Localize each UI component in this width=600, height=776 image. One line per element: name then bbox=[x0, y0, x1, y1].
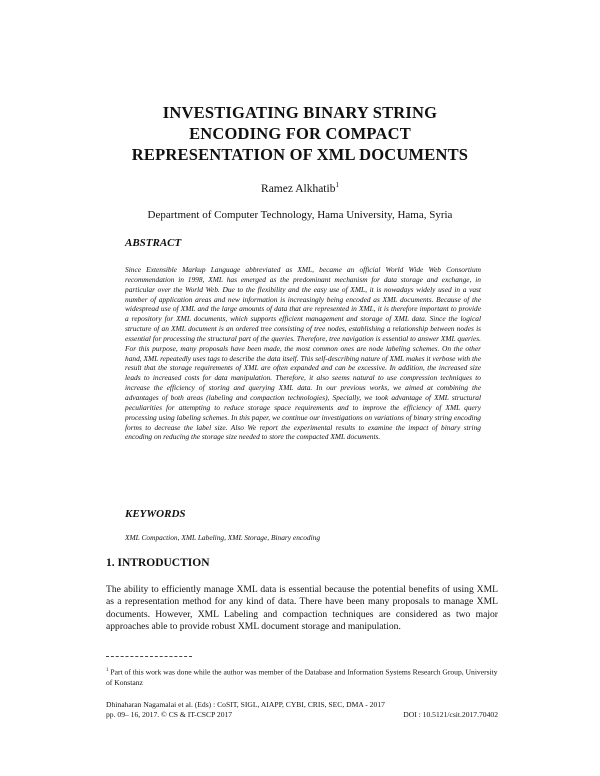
publication-info bbox=[106, 700, 498, 720]
publication-doi: DOI : 10.5121/csit.2017.70402 bbox=[403, 710, 498, 719]
paper-title-line-1: INVESTIGATING BINARY STRING bbox=[162, 103, 438, 122]
author bbox=[0, 181, 600, 195]
abstract-text: Since Extensible Markup Language abbreviated as XML, became an official World Wide Web Consortium recommendation in 1998, XML has emerged as the predominant mechanism for data storage and exchange, in particular over the World Web. Due to the flexibility and the easy use of XML, it is nowadays widely used in a vast number of application areas and new information is increasingly being encoded as XML documents. Because of the widespread use of XML and the large amounts of data that are represented in XML, it is therefore important to provide a repository for XML documents, which supports efficient management and storage of XML data. Since the logical structure of an XML document is an ordered tree consisting of tree nodes, establishing a relationship between nodes is essential for processing the structural part of the queries. Therefore, tree navigation is essential to answer XML queries. For this purpose, many proposals have been made, the most common ones are node labeling schemes. On the other hand, XML repeatedly uses tags to describe the data itself. This self-describing nature of XML makes it verbose with the result that the storage requirements of XML are often expanded and can be excessive. In addition, the increased size leads to increased costs for data manipulation. Therefore, it also seems natural to use compression techniques to increase the efficiency of storing and querying XML data. In our previous works, we aimed at combining the advantages of both areas (labeling and compaction technologies), Specially, we took advantage of XML structural peculiarities for attempting to reduce storage space requirements and to improve the efficiency of XML query processing using labeling schemes. In this paper, we continue our investigations on variations of binary string encoding forms to decrease the label size. Also We report the experimental results to examine the impact of binary string encoding on reducing the storage size needed to store the compacted XML documents. bbox=[125, 265, 481, 442]
keywords-heading: KEYWORDS bbox=[125, 508, 186, 520]
introduction-text: The ability to efficiently manage XML data is essential because the potential benefits of using XML as a representation method for any kind of data. There have been many proposals to manage XML documents. However, XML Labeling and compaction techniques are considered as two major approaches able to provide robust XML document storage and manipulation. bbox=[106, 584, 498, 632]
paper-title-line-3: REPRESENTATION OF XML DOCUMENTS bbox=[131, 145, 469, 164]
keywords-text: XML Compaction, XML Labeling, XML Storage, Binary encoding bbox=[125, 533, 321, 542]
abstract-heading: ABSTRACT bbox=[125, 237, 182, 249]
author-name: Ramez Alkhatib bbox=[261, 182, 336, 195]
paper-title-line-2: ENCODING FOR COMPACT bbox=[189, 124, 411, 143]
footnote-divider bbox=[106, 656, 192, 657]
footnote bbox=[106, 666, 498, 688]
author-footnote-mark: 1 bbox=[335, 181, 339, 189]
footnote-text: Part of this work was done while the author was member of the Database and Information Systems Research Group, University of Konstanz bbox=[106, 667, 498, 687]
footnote-mark: 1 bbox=[106, 668, 109, 673]
affiliation: Department of Computer Technology, Hama University, Hama, Syria bbox=[147, 209, 453, 221]
publication-line-2 bbox=[106, 710, 498, 720]
publication-pages: pp. 09– 16, 2017. © CS & IT-CSCP 2017 bbox=[106, 710, 233, 719]
introduction-heading: 1. INTRODUCTION bbox=[106, 557, 210, 569]
publication-line-1: Dhinaharan Nagamalai et al. (Eds) : CoSIT, SIGL, AIAPP, CYBI, CRIS, SEC, DMA - 2017 bbox=[106, 700, 385, 709]
